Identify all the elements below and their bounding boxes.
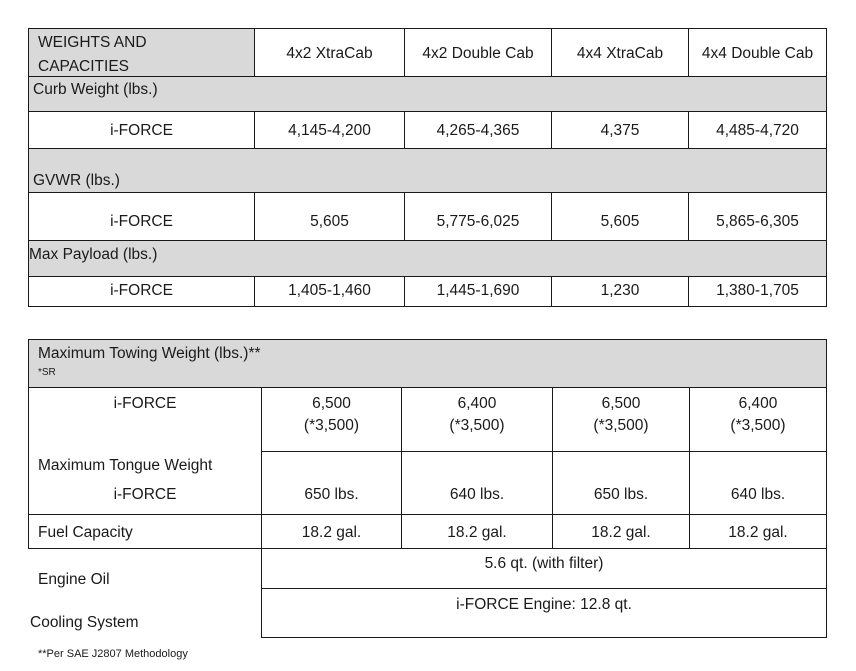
gvwr-band [29,148,826,192]
table-cell: 1,405-1,460 [288,282,371,299]
table-title: WEIGHTS AND [38,34,147,51]
table-cell: 4,375 [600,122,640,139]
column-header: 4x4 Double Cab [701,45,814,62]
towing-value: 6,400 [738,395,778,412]
towing-sr-value: (*3,500) [449,417,505,434]
table-cell: 4,145-4,200 [288,122,371,139]
row-label: i-FORCE [113,486,177,503]
towing-value: 6,500 [312,395,351,412]
table-title: CAPACITIES [38,58,130,75]
towing-value: 6,500 [601,395,641,412]
engine-oil-label: Engine Oil [38,571,110,588]
column-header: 4x4 XtraCab [576,45,664,62]
table-cell: 650 lbs. [593,486,649,503]
table-cell: 18.2 gal. [447,524,507,541]
row-label: i-FORCE [110,282,173,299]
section-label: Max Payload (lbs.) [29,246,158,263]
sr-note: *SR [38,367,56,378]
table-cell: 18.2 gal. [728,524,788,541]
cooling-system-label: Cooling System [30,614,139,631]
table-cell: 18.2 gal. [591,524,651,541]
column-header: 4x2 XtraCab [286,45,373,62]
fuel-capacity-label: Fuel Capacity [38,524,133,541]
table-cell: 18.2 gal. [301,524,362,541]
table-cell: 1,380-1,705 [716,282,799,299]
table-cell: 1,445-1,690 [436,282,520,299]
towing-value: 6,400 [457,395,497,412]
engine-oil-value: 5.6 qt. (with filter) [484,555,604,572]
section-label: GVWR (lbs.) [33,172,120,189]
section-label: Curb Weight (lbs.) [33,81,158,98]
cooling-system-value: i-FORCE Engine: 12.8 qt. [456,596,632,613]
row-label: i-FORCE [110,213,173,230]
table-cell: 640 lbs. [449,486,505,503]
table-cell: 4,265-4,365 [436,122,520,139]
table-cell: 650 lbs. [304,486,359,503]
table-cell: 640 lbs. [730,486,786,503]
towing-sr-value: (*3,500) [730,417,786,434]
row-label: i-FORCE [110,122,173,139]
table-cell: 1,230 [600,282,640,299]
table-cell: 5,865-6,305 [716,213,799,230]
table-cell: 5,605 [600,213,640,230]
table-cell: 4,485-4,720 [716,122,799,139]
tongue-weight-label: Maximum Tongue Weight [38,457,213,474]
column-header: 4x2 Double Cab [422,45,534,62]
row-label: i-FORCE [113,395,177,412]
towing-title: Maximum Towing Weight (lbs.)** [38,345,261,362]
table-cell: 5,605 [310,213,349,230]
table-cell: 5,775-6,025 [436,213,520,230]
footnote: **Per SAE J2807 Methodology [38,648,188,660]
towing-sr-value: (*3,500) [593,417,649,434]
towing-sr-value: (*3,500) [303,417,360,434]
